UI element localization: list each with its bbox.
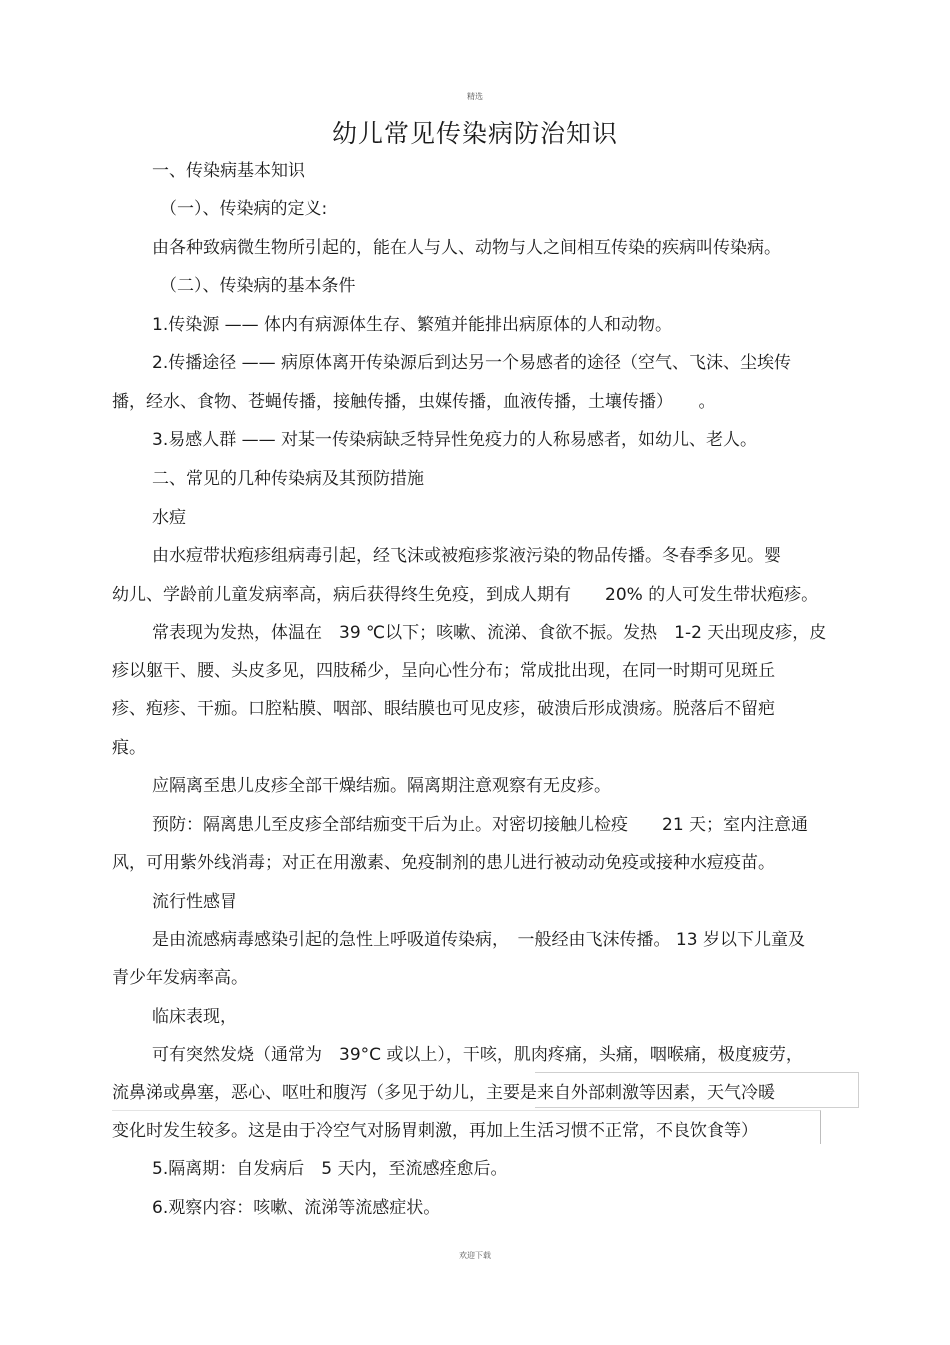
paragraph-line: 应隔离至患儿皮疹全部干燥结痂。隔离期注意观察有无皮疹。 bbox=[152, 776, 611, 796]
paragraph-line: 由水痘带状疱疹组病毒引起，经飞沫或被疱疹浆液污染的物品传播。冬春季多见。婴 bbox=[152, 546, 781, 566]
paragraph-line: 可有突然发烧（通常为 39°C 或以上），干咳，肌肉疼痛，头痛，咽喉痛，极度疲劳， bbox=[152, 1045, 803, 1065]
paragraph-line: 青少年发病率高。 bbox=[112, 968, 248, 988]
footer-mark: 欢迎下载 bbox=[459, 1251, 491, 1260]
paragraph-line: 变化时发生较多。这是由于冷空气对肠胃刺激，再加上生活习惯不正常，不良饮食等） bbox=[112, 1121, 758, 1141]
paragraph-line: 播，经水、食物、苍蝇传播，接触传播，虫媒传播，血液传播，土壤传播） 。 bbox=[112, 392, 716, 412]
paragraph-line: 5.隔离期：自发病后 5 天内，至流感痊愈后。 bbox=[152, 1159, 508, 1179]
paragraph-line: 风，可用紫外线消毒；对正在用激素、免疫制剂的患儿进行被动动免疫或接种水痘疫苗。 bbox=[112, 853, 775, 873]
disease-heading: 水痘 bbox=[152, 508, 186, 528]
paragraph-line: 流鼻涕或鼻塞，恶心、呕吐和腹泻（多见于幼儿，主要是来自外部刺激等因素，天气冷暖 bbox=[112, 1083, 775, 1103]
paragraph-line: 2.传播途径 —— 病原体离开传染源后到达另一个易感者的途径（空气、飞沫、尘埃传 bbox=[152, 353, 792, 373]
paragraph-line: 由各种致病微生物所引起的，能在人与人、动物与人之间相互传染的疾病叫传染病。 bbox=[152, 238, 781, 258]
section-heading: 一、传染病基本知识 bbox=[152, 161, 305, 181]
disease-heading: 流行性感冒 bbox=[152, 892, 237, 912]
paragraph-line: 幼儿、学龄前儿童发病率高，病后获得终生免疫，到成人期有 20% 的人可发生带状疱疹。 bbox=[112, 585, 819, 605]
subsection-heading: （二）、传染病的基本条件 bbox=[160, 276, 356, 296]
paragraph-line: 疹、疱疹、干痂。口腔粘膜、咽部、眼结膜也可见皮疹，破溃后形成溃疡。脱落后不留疤 bbox=[112, 699, 775, 719]
paragraph-line: 疹以躯干、腰、头皮多见，四肢稀少，呈向心性分布；常成批出现，在同一时期可见斑丘 bbox=[112, 661, 775, 681]
paragraph-line: 常表现为发热，体温在 39 ℃以下；咳嗽、流涕、食欲不振。发热 1-2 天出现皮疹，皮 bbox=[152, 623, 827, 643]
header-mark: 精选 bbox=[467, 92, 483, 101]
page-title: 幼儿常见传染病防治知识 bbox=[331, 119, 618, 148]
paragraph-line: 预防：隔离患儿至皮疹全部结痂变干后为止。对密切接触儿检疫 21 天；室内注意通 bbox=[152, 815, 809, 835]
paragraph-line: 临床表现， bbox=[152, 1007, 237, 1027]
paragraph-line: 痕。 bbox=[112, 738, 146, 758]
section-heading: 二、常见的几种传染病及其预防措施 bbox=[152, 469, 424, 489]
paragraph-line: 6.观察内容：咳嗽、流涕等流感症状。 bbox=[152, 1198, 441, 1218]
subsection-heading: （一）、传染病的定义: bbox=[160, 199, 328, 219]
paragraph-line: 3.易感人群 —— 对某一传染病缺乏特异性免疫力的人称易感者，如幼儿、老人。 bbox=[152, 430, 758, 450]
paragraph-line: 是由流感病毒感染引起的急性上呼吸道传染病， 一般经由飞沫传播。 13 岁以下儿童及 bbox=[152, 930, 805, 950]
paragraph-line: 1.传染源 —— 体内有病源体生存、繁殖并能排出病原体的人和动物。 bbox=[152, 315, 673, 335]
